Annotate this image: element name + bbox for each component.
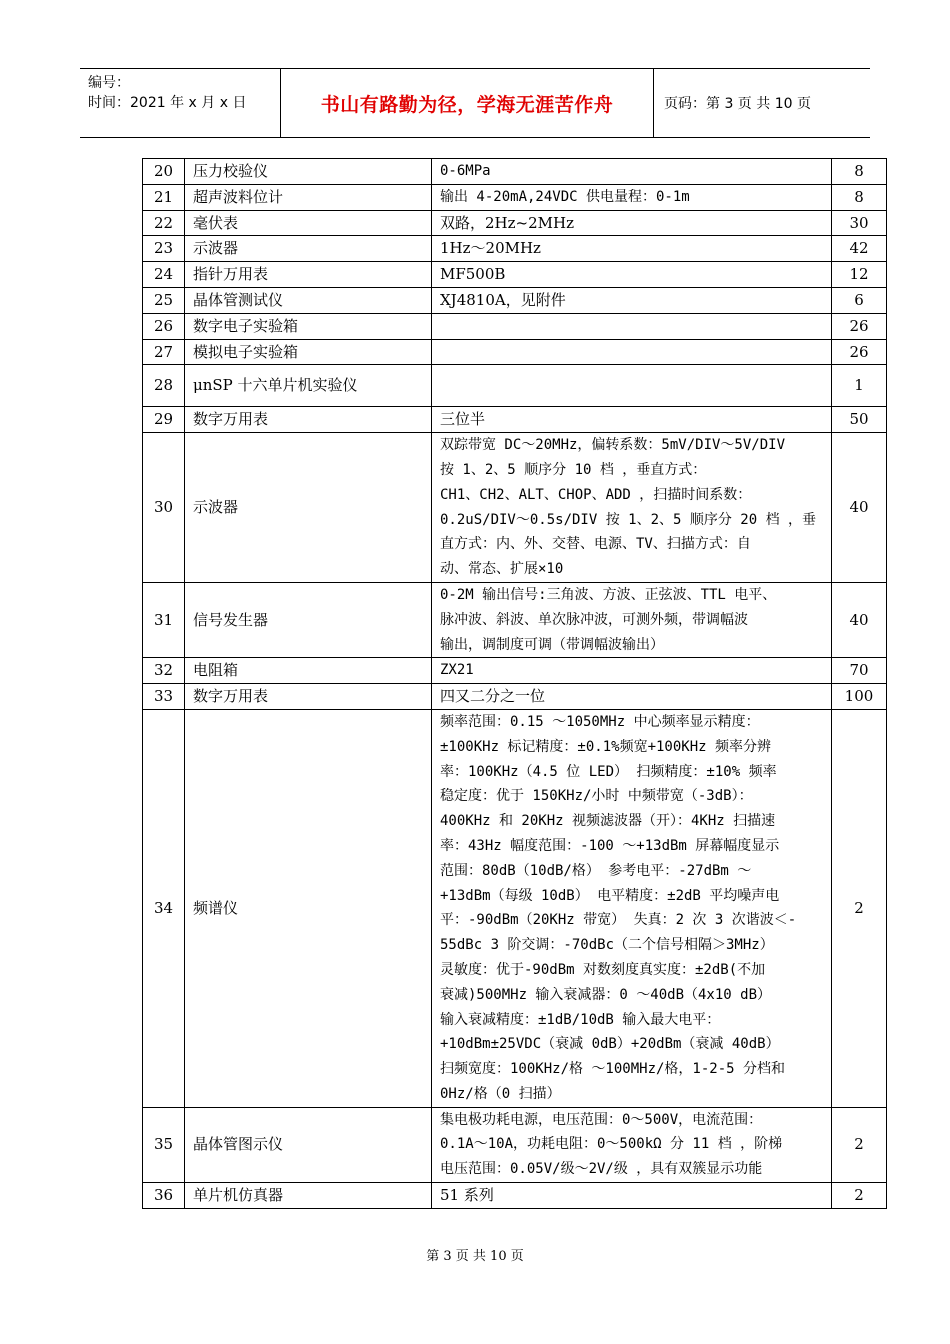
equipment-spec	[432, 1107, 832, 1182]
equipment-name: 指针万用表	[185, 262, 432, 288]
equipment-spec	[432, 339, 832, 365]
page-header	[80, 68, 870, 138]
quantity: 1	[832, 365, 887, 407]
spec-line: 动、常态、扩展×10	[440, 561, 564, 578]
row-number: 26	[143, 313, 185, 339]
equipment-name: 数字万用表	[185, 407, 432, 433]
equipment-name: μnSP 十六单片机实验仪	[185, 365, 432, 407]
spec-line: 55dBc 3 阶交调：-70dBc（二个信号相隔＞3MHz）	[440, 937, 774, 954]
quantity: 70	[832, 658, 887, 684]
row-number: 25	[143, 287, 185, 313]
spec-line: 输入衰减精度：±1dB/10dB 输入最大电平：	[440, 1011, 721, 1028]
spec-line: 衰减)500MHz 输入衰减器：0 ～40dB（4x10 dB）	[440, 986, 772, 1003]
equipment-name: 信号发生器	[185, 582, 432, 657]
motto: 书山有路勤为径，学海无涯苦作舟	[320, 93, 614, 116]
quantity: 2	[832, 1183, 887, 1209]
number-label: 编号：	[88, 75, 130, 91]
row-number: 24	[143, 262, 185, 288]
spec-line: +10dBm±25VDC（衰减 0dB）+20dBm（衰减 40dB）	[440, 1036, 780, 1053]
quantity: 8	[832, 159, 887, 185]
spec-line: CH1、CH2、ALT、CHOP、ADD ，扫描时间系数：	[440, 486, 752, 503]
spec-line: 双踪带宽 DC～20MHz，偏转系数：5mV/DIV～5V/DIV	[440, 437, 786, 454]
table-row	[143, 159, 887, 185]
equipment-spec	[432, 582, 832, 657]
quantity: 50	[832, 407, 887, 433]
equipment-name: 模拟电子实验箱	[185, 339, 432, 365]
equipment-table-body	[143, 159, 887, 1209]
spec-line: 按 1、2、5 顺序分 10 档 ，垂直方式：	[440, 461, 707, 478]
table-row	[143, 313, 887, 339]
quantity: 40	[832, 582, 887, 657]
quantity: 30	[832, 210, 887, 236]
equipment-name: 晶体管图示仪	[185, 1107, 432, 1182]
equipment-spec: 1Hz～20MHz	[432, 236, 832, 262]
equipment-name: 压力校验仪	[185, 159, 432, 185]
row-number: 30	[143, 433, 185, 583]
spec-line: 范围：80dB（10dB/格） 参考电平：-27dBm ～	[440, 862, 752, 879]
row-number: 23	[143, 236, 185, 262]
spec-line: 0Hz/格（0 扫描）	[440, 1085, 561, 1102]
equipment-table	[142, 158, 887, 1209]
equipment-spec	[432, 365, 832, 407]
quantity: 40	[832, 433, 887, 583]
table-row	[143, 365, 887, 407]
equipment-spec: ZX21	[432, 658, 832, 684]
equipment-name: 示波器	[185, 433, 432, 583]
table-row	[143, 433, 887, 583]
time-label: 时间：2021 年 x 月 x 日	[88, 95, 247, 111]
quantity: 12	[832, 262, 887, 288]
equipment-name: 毫伏表	[185, 210, 432, 236]
header-page-cell	[654, 69, 870, 137]
row-number: 27	[143, 339, 185, 365]
row-number: 36	[143, 1183, 185, 1209]
spec-line: 0.1A～10A，功耗电阻：0～500kΩ 分 11 档 ，阶梯	[440, 1136, 783, 1153]
page-label: 页码：第 3 页 共 10 页	[664, 96, 811, 112]
spec-line: 输出，调制度可调（带调幅波输出）	[440, 636, 664, 653]
row-number: 28	[143, 365, 185, 407]
equipment-name: 超声波料位计	[185, 184, 432, 210]
spec-line: ±100KHz 标记精度：±0.1%频宽+100KHz 频率分辨	[440, 738, 772, 755]
spec-line: 集电极功耗电源，电压范围：0～500V，电流范围：	[440, 1111, 763, 1128]
equipment-spec: MF500B	[432, 262, 832, 288]
page-footer: 第 3 页 共 10 页	[426, 1249, 524, 1264]
table-row	[143, 582, 887, 657]
quantity: 26	[832, 313, 887, 339]
equipment-spec	[432, 433, 832, 583]
equipment-spec: XJ4810A，见附件	[432, 287, 832, 313]
equipment-spec: 双路，2Hz~2MHz	[432, 210, 832, 236]
table-row	[143, 709, 887, 1107]
spec-line: 灵敏度：优于-90dBm 对数刻度真实度：±2dB(不加	[440, 961, 766, 978]
equipment-name: 示波器	[185, 236, 432, 262]
row-number: 22	[143, 210, 185, 236]
spec-line: 电压范围：0.05V/级～2V/级 ，具有双簇显示功能	[440, 1161, 763, 1178]
table-row	[143, 1107, 887, 1182]
quantity: 26	[832, 339, 887, 365]
quantity: 2	[832, 1107, 887, 1182]
quantity: 42	[832, 236, 887, 262]
row-number: 32	[143, 658, 185, 684]
row-number: 20	[143, 159, 185, 185]
spec-line: 直方式：内、外、交替、电源、TV、扫描方式：自	[440, 536, 751, 553]
row-number: 34	[143, 709, 185, 1107]
equipment-spec	[432, 313, 832, 339]
table-row	[143, 407, 887, 433]
equipment-name: 数字电子实验箱	[185, 313, 432, 339]
row-number: 31	[143, 582, 185, 657]
equipment-name: 单片机仿真器	[185, 1183, 432, 1209]
spec-line: 平：-90dBm（20KHz 带宽） 失真：2 次 3 次谐波＜-	[440, 912, 797, 929]
equipment-name: 频谱仪	[185, 709, 432, 1107]
spec-line: 率：43Hz 幅度范围：-100 ～+13dBm 屏幕幅度显示	[440, 837, 780, 854]
equipment-name: 电阻箱	[185, 658, 432, 684]
equipment-name: 数字万用表	[185, 684, 432, 710]
spec-line: 0.2uS/DIV～0.5s/DIV 按 1、2、5 顺序分 20 档 ，垂	[440, 511, 817, 528]
spec-line: +13dBm（每级 10dB） 电平精度：±2dB 平均噪声电	[440, 887, 780, 904]
table-row	[143, 339, 887, 365]
table-row	[143, 184, 887, 210]
row-number: 21	[143, 184, 185, 210]
table-row	[143, 236, 887, 262]
row-number: 29	[143, 407, 185, 433]
equipment-spec: 三位半	[432, 407, 832, 433]
equipment-spec: 0-6MPa	[432, 159, 832, 185]
header-meta	[80, 69, 281, 137]
spec-line: 率：100KHz（4.5 位 LED） 扫频精度：±10% 频率	[440, 763, 777, 780]
row-number: 33	[143, 684, 185, 710]
header-motto-cell	[281, 69, 654, 137]
table-row	[143, 658, 887, 684]
quantity: 100	[832, 684, 887, 710]
table-row	[143, 287, 887, 313]
spec-line: 0-2M 输出信号:三角波、方波、正弦波、TTL 电平、	[440, 586, 777, 603]
equipment-spec	[432, 709, 832, 1107]
table-row	[143, 210, 887, 236]
quantity: 8	[832, 184, 887, 210]
spec-line: 扫频宽度：100KHz/格 ～100MHz/格，1-2-5 分档和	[440, 1061, 786, 1078]
spec-line: 脉冲波、斜波、单次脉冲波，可测外频，带调幅波	[440, 611, 748, 628]
spec-line: 稳定度：优于 150KHz/小时 中频带宽（-3dB）：	[440, 788, 753, 805]
spec-line: 频率范围：0.15 ～1050MHz 中心频率显示精度：	[440, 713, 760, 730]
equipment-spec: 51 系列	[432, 1183, 832, 1209]
quantity: 6	[832, 287, 887, 313]
spec-line: 400KHz 和 20KHz 视频滤波器（开）：4KHz 扫描速	[440, 813, 776, 830]
table-row	[143, 262, 887, 288]
table-row	[143, 1183, 887, 1209]
quantity: 2	[832, 709, 887, 1107]
equipment-spec: 输出 4-20mA,24VDC 供电量程：0-1m	[432, 184, 832, 210]
equipment-spec: 四又二分之一位	[432, 684, 832, 710]
equipment-name: 晶体管测试仪	[185, 287, 432, 313]
table-row	[143, 684, 887, 710]
row-number: 35	[143, 1107, 185, 1182]
